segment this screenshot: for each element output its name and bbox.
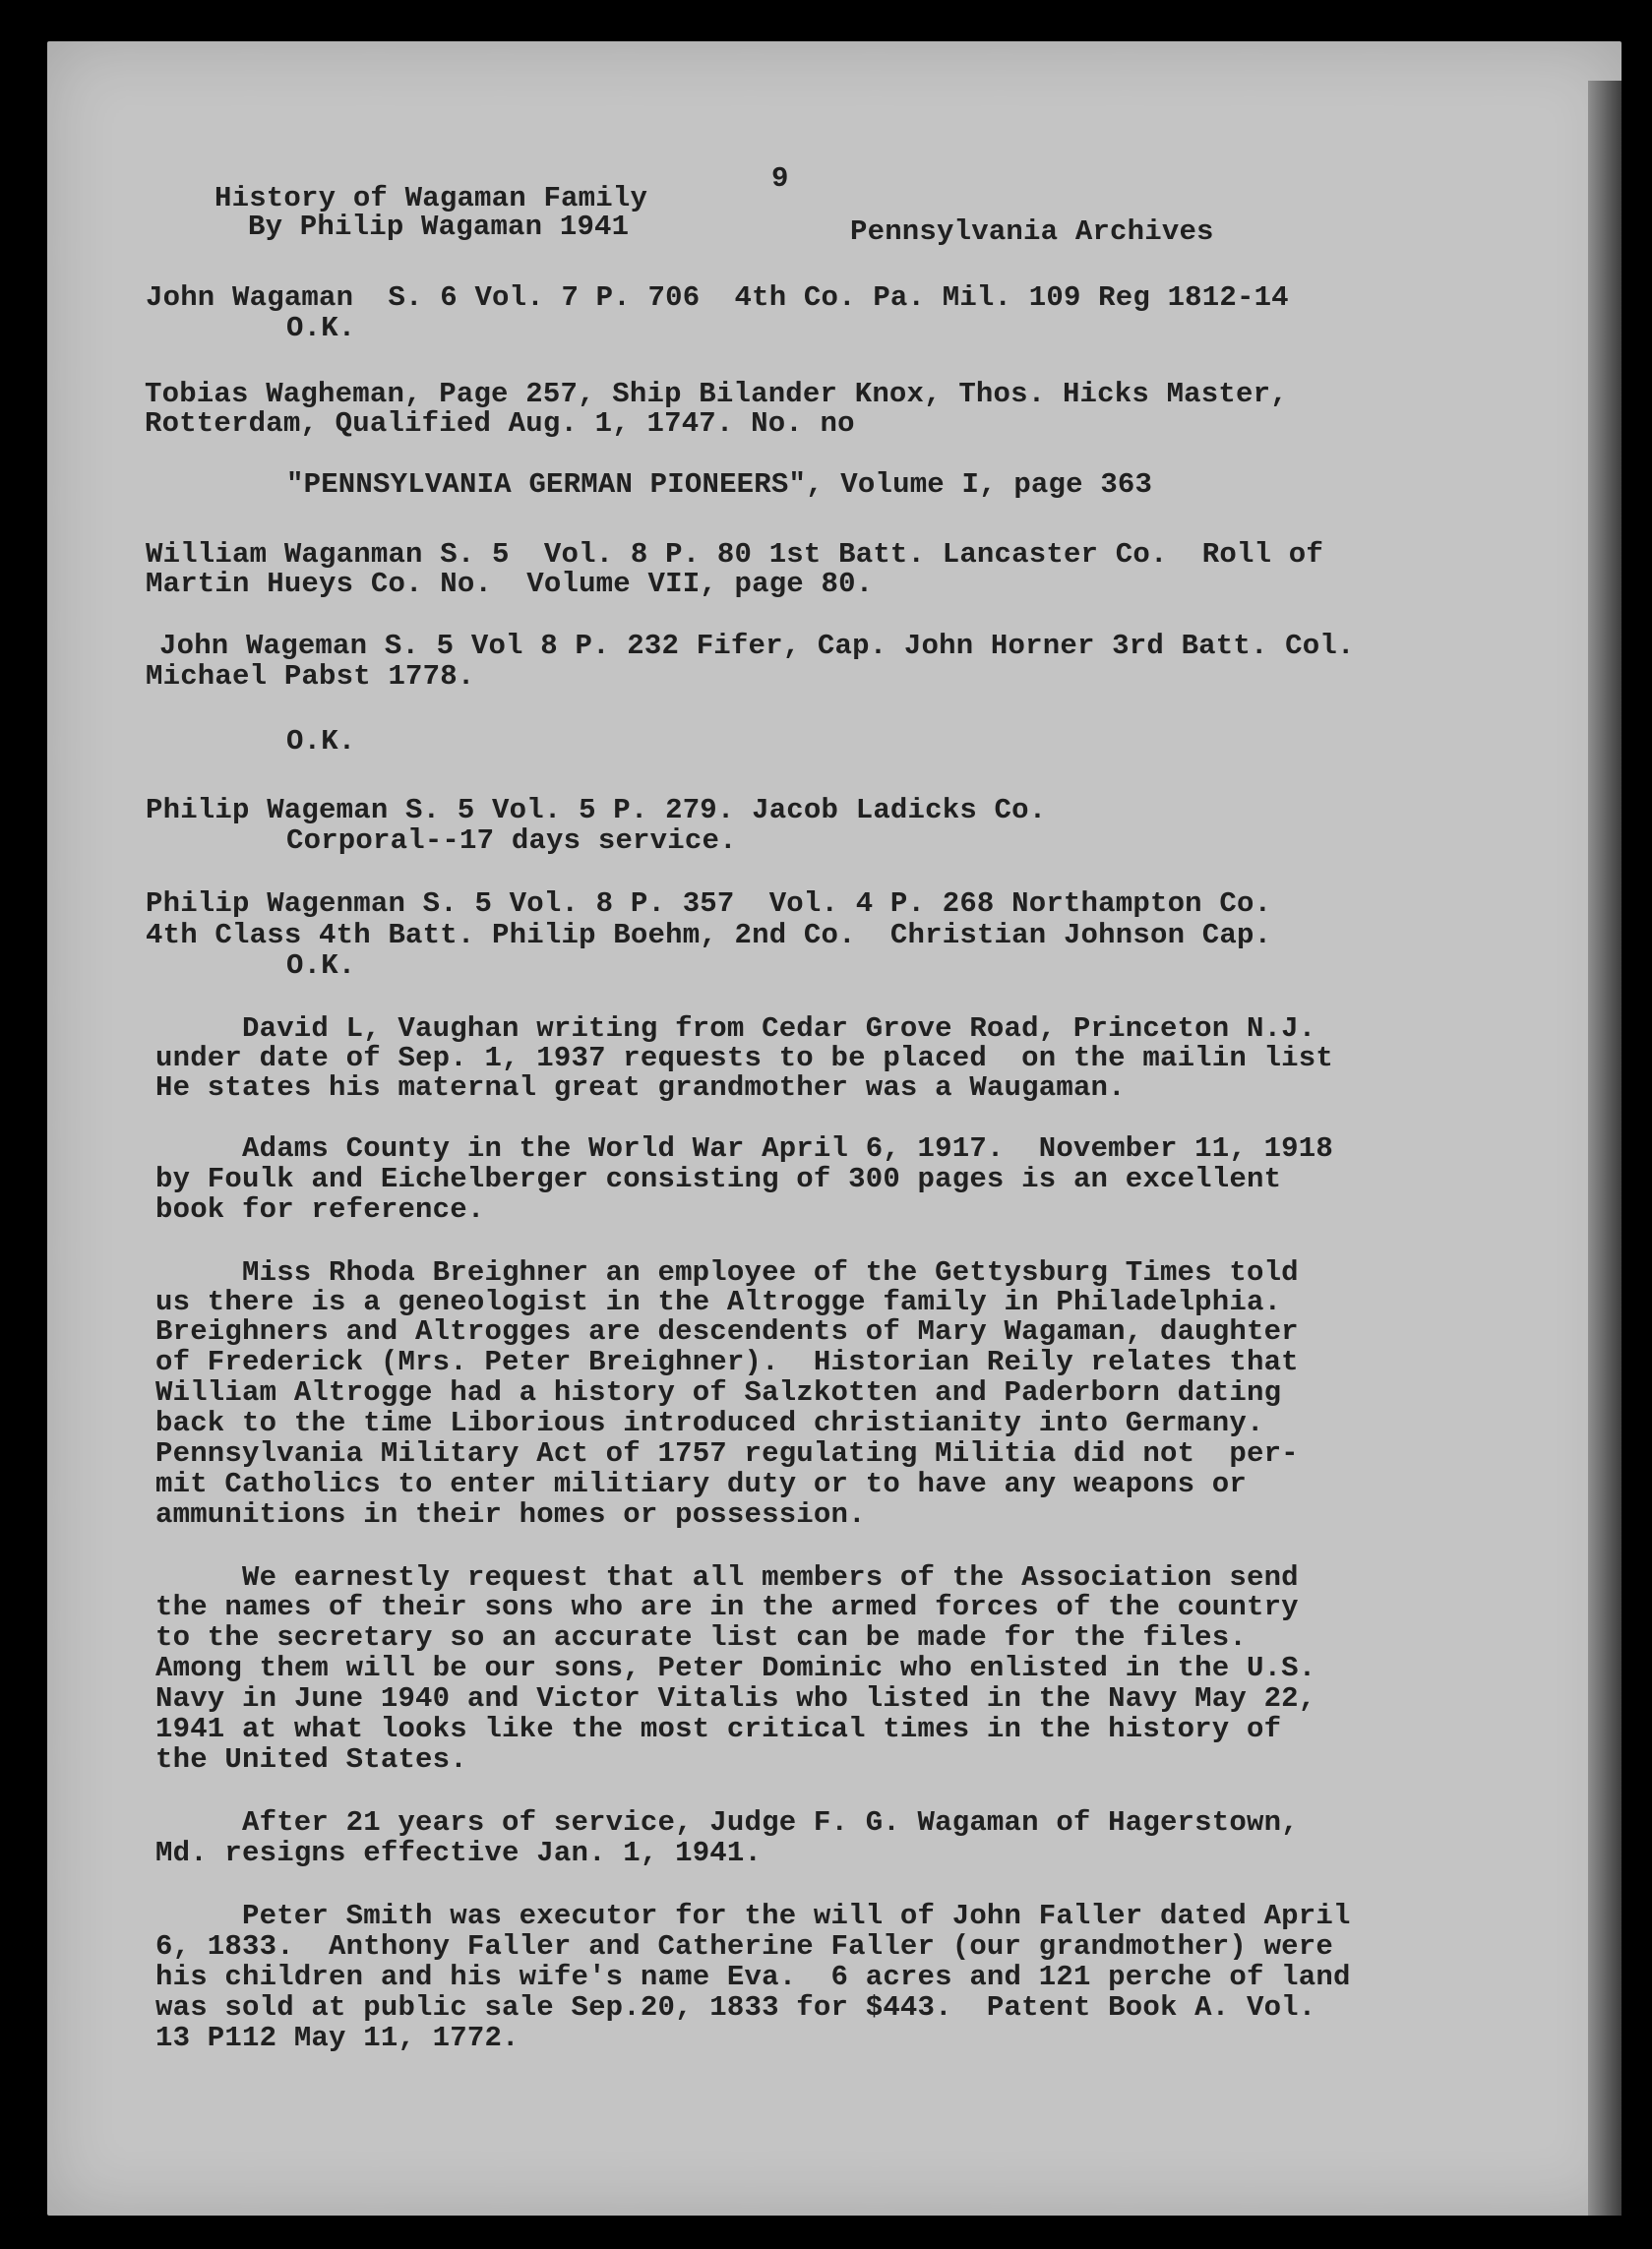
text-line: to the secretary so an accurate list can be made for the files. bbox=[155, 1621, 1247, 1654]
text-line: the United States. bbox=[155, 1743, 467, 1776]
text-line: ammunitions in their homes or possession. bbox=[155, 1498, 866, 1531]
text-line: Peter Smith was executor for the will of John Faller dated April bbox=[242, 1900, 1351, 1932]
text-line: History of Wagaman Family bbox=[214, 182, 648, 214]
text-line: Rotterdam, Qualified Aug. 1, 1747. No. no bbox=[145, 407, 855, 440]
text-line: under date of Sep. 1, 1937 requests to be placed on the mailin list bbox=[155, 1042, 1333, 1074]
text-line: O.K. bbox=[286, 312, 356, 344]
text-line: By Philip Wagaman 1941 bbox=[248, 211, 630, 243]
text-line: Adams County in the World War April 6, 1917. November 11, 1918 bbox=[242, 1132, 1333, 1165]
text-line: Tobias Wagheman, Page 257, Ship Bilander Knox, Thos. Hicks Master, bbox=[145, 378, 1288, 410]
text-line: 13 P112 May 11, 1772. bbox=[155, 2022, 520, 2054]
text-line: Corporal--17 days service. bbox=[286, 824, 737, 857]
text-line: us there is a geneologist in the Altrogge family in Philadelphia. bbox=[155, 1286, 1282, 1318]
text-line: Md. resigns effective Jan. 1, 1941. bbox=[155, 1837, 763, 1869]
text-line: the names of their sons who are in the armed forces of the country bbox=[155, 1591, 1299, 1623]
text-line: John Wageman S. 5 Vol 8 P. 232 Fifer, Cap. John Horner 3rd Batt. Col. bbox=[159, 630, 1355, 662]
text-line: Michael Pabst 1778. bbox=[146, 660, 475, 693]
text-line: 1941 at what looks like the most critical times in the history of bbox=[155, 1713, 1282, 1745]
text-line: William Waganman S. 5 Vol. 8 P. 80 1st Batt. Lancaster Co. Roll of bbox=[146, 538, 1323, 571]
page-text bbox=[47, 41, 1621, 2216]
text-line: O.K. bbox=[286, 949, 356, 982]
text-line: Navy in June 1940 and Victor Vitalis who listed in the Navy May 22, bbox=[155, 1682, 1316, 1715]
text-line: by Foulk and Eichelberger consisting of 300 pages is an excellent bbox=[155, 1163, 1282, 1195]
text-line: mit Catholics to enter militiary duty or to have any weapons or bbox=[155, 1468, 1247, 1500]
text-line: Philip Wageman S. 5 Vol. 5 P. 279. Jacob Ladicks Co. bbox=[146, 794, 1047, 826]
text-line: Miss Rhoda Breighner an employee of the Gettysburg Times told bbox=[242, 1256, 1299, 1289]
text-line: Martin Hueys Co. No. Volume VII, page 80. bbox=[146, 568, 874, 600]
text-line: his children and his wife's name Eva. 6 acres and 121 perche of land bbox=[155, 1961, 1351, 1993]
text-line: of Frederick (Mrs. Peter Breighner). Historian Reily relates that bbox=[155, 1346, 1299, 1378]
text-line: Breighners and Altrogges are descendents of Mary Wagaman, daughter bbox=[155, 1315, 1299, 1348]
text-line: 6, 1833. Anthony Faller and Catherine Faller (our grandmother) were bbox=[155, 1930, 1333, 1963]
text-line: Philip Wagenman S. 5 Vol. 8 P. 357 Vol. 4 P. 268 Northampton Co. bbox=[146, 887, 1272, 920]
text-line: O.K. bbox=[286, 725, 356, 758]
text-line: He states his maternal great grandmother was a Waugaman. bbox=[155, 1071, 1126, 1104]
archival-page bbox=[47, 41, 1621, 2216]
text-line: back to the time Liborious introduced christianity into Germany. bbox=[155, 1407, 1264, 1439]
text-line: 4th Class 4th Batt. Philip Boehm, 2nd Co. Christian Johnson Cap. bbox=[146, 919, 1272, 951]
text-line: David L, Vaughan writing from Cedar Grove Road, Princeton N.J. bbox=[242, 1012, 1316, 1045]
text-line: John Wagaman S. 6 Vol. 7 P. 706 4th Co. Pa. Mil. 109 Reg 1812-14 bbox=[146, 281, 1289, 314]
text-line: Pennsylvania Military Act of 1757 regulating Militia did not per- bbox=[155, 1437, 1299, 1470]
text-line: book for reference. bbox=[155, 1193, 485, 1226]
text-line: "PENNSYLVANIA GERMAN PIONEERS", Volume I, page 363 bbox=[286, 468, 1153, 501]
text-line: William Altrogge had a history of Salzkotten and Paderborn dating bbox=[155, 1376, 1282, 1409]
text-line: was sold at public sale Sep.20, 1833 for $443. Patent Book A. Vol. bbox=[155, 1991, 1316, 2024]
text-line: Among them will be our sons, Peter Dominic who enlisted in the U.S. bbox=[155, 1652, 1316, 1684]
text-line: After 21 years of service, Judge F. G. Wagaman of Hagerstown, bbox=[242, 1806, 1299, 1839]
text-line: We earnestly request that all members of the Association send bbox=[242, 1561, 1299, 1594]
page-number: 9 bbox=[771, 162, 789, 195]
text-line: Pennsylvania Archives bbox=[850, 215, 1214, 248]
